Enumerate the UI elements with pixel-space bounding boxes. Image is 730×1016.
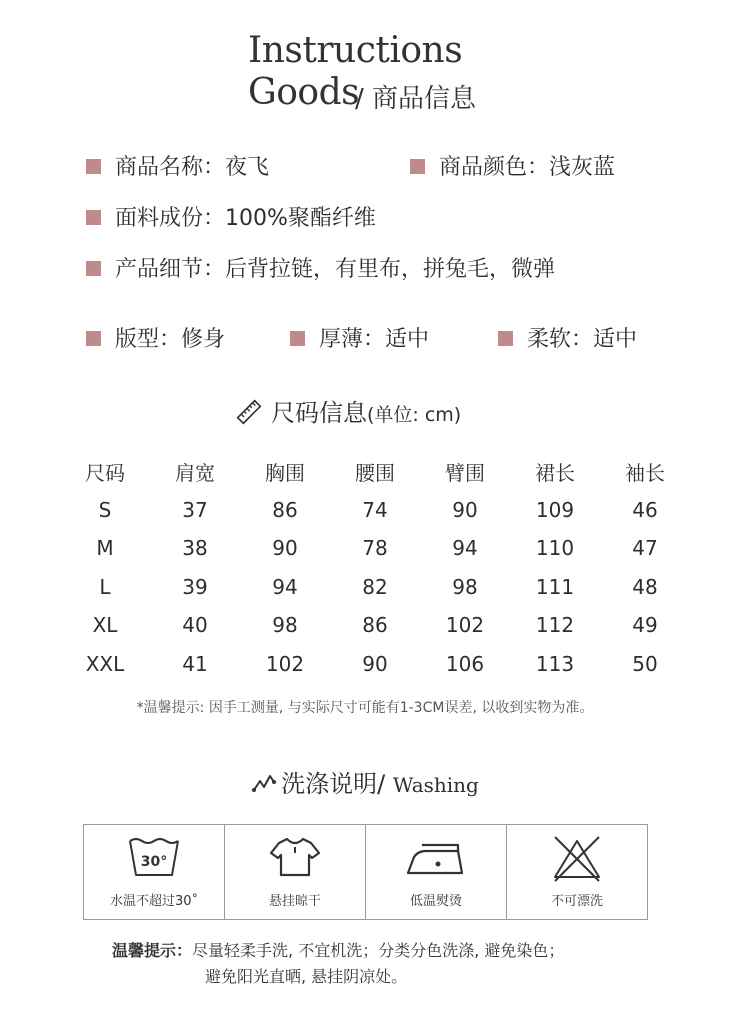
- size-table: [60, 452, 690, 683]
- hang-dry-icon: [265, 833, 325, 879]
- table-cell: M: [96, 536, 114, 561]
- info-fabric: [86, 201, 376, 232]
- table-row: [60, 529, 690, 568]
- table-row: [60, 606, 690, 645]
- care-tip-label: 温馨提示：: [112, 941, 193, 960]
- info-detail-text: 产品细节：后背拉链，有里布，拼兔毛，微弹: [115, 257, 556, 282]
- washing-instructions-grid: [83, 824, 648, 920]
- table-cell: 102: [445, 613, 485, 638]
- table-cell: 113: [535, 651, 575, 676]
- size-section-title: [235, 393, 461, 428]
- table-cell: XL: [92, 613, 118, 638]
- info-name: [86, 150, 269, 181]
- title-instructions: Instructions: [248, 30, 463, 71]
- table-cell: 82: [362, 574, 388, 599]
- header-cell: 胸围: [265, 460, 305, 485]
- table-cell: 47: [632, 536, 658, 561]
- ruler-icon: [235, 398, 263, 426]
- no-bleach-icon: [547, 833, 607, 883]
- wash-label: 悬挂晾干: [268, 894, 321, 909]
- wash-30-icon: [126, 833, 182, 879]
- table-cell: 38: [182, 536, 208, 561]
- table-row: [60, 645, 690, 684]
- table-cell: 74: [362, 497, 388, 522]
- table-cell: 39: [182, 574, 208, 599]
- table-cell: 46: [632, 497, 658, 522]
- table-cell: 86: [272, 497, 298, 522]
- info-fit-text: 版型：修身: [115, 327, 226, 352]
- table-cell: 48: [632, 574, 658, 599]
- info-fabric-text: 面料成份：100%聚酯纤维: [115, 206, 376, 231]
- table-cell: 86: [362, 613, 388, 638]
- info-color: [410, 150, 615, 181]
- size-table-header: [60, 452, 690, 491]
- header-cell: 肩宽: [175, 460, 215, 485]
- table-cell: 109: [535, 497, 575, 522]
- wash-item-temperature: [84, 825, 225, 919]
- wash-temp-badge: 30°: [140, 854, 168, 870]
- table-cell: 50: [632, 651, 658, 676]
- table-cell: 112: [535, 613, 575, 638]
- bullet-square-icon: [410, 159, 425, 174]
- wash-label: 低温熨烫: [409, 894, 462, 909]
- table-cell: XXL: [85, 651, 125, 676]
- info-softness: [498, 322, 637, 353]
- info-thickness: [290, 322, 429, 353]
- size-title-text: 尺码信息: [271, 399, 367, 427]
- header-cell: 袖长: [625, 460, 665, 485]
- care-tip: [112, 938, 564, 990]
- title-goods-cn: / 商品信息: [355, 84, 477, 114]
- wash-label: 水温不超过30˚: [109, 894, 199, 909]
- table-row: [60, 491, 690, 530]
- table-cell: 90: [362, 651, 388, 676]
- table-cell: S: [98, 497, 112, 522]
- table-cell: 94: [452, 536, 478, 561]
- header-cell: 裙长: [535, 460, 575, 485]
- header-cell: 臂围: [445, 460, 485, 485]
- care-tip-line1: 尽量轻柔手洗, 不宜机洗；分类分色洗涤, 避免染色；: [192, 941, 565, 960]
- info-name-text: 商品名称：夜飞: [115, 155, 270, 180]
- table-row: [60, 568, 690, 607]
- info-fit: [86, 322, 225, 353]
- info-thickness-text: 厚薄：适中: [319, 327, 430, 352]
- bullet-square-icon: [290, 331, 305, 346]
- table-cell: 49: [632, 613, 658, 638]
- wash-label: 不可漂洗: [550, 894, 603, 909]
- care-tip-line2: 避免阳光直晒, 悬挂阴凉处。: [205, 967, 408, 986]
- washing-section-title: [0, 764, 730, 799]
- title-goods: Goods: [248, 72, 360, 113]
- bullet-square-icon: [498, 331, 513, 346]
- table-cell: L: [99, 574, 111, 599]
- wash-item-iron: [366, 825, 507, 919]
- table-cell: 102: [265, 651, 305, 676]
- table-cell: 94: [272, 574, 298, 599]
- bullet-square-icon: [86, 331, 101, 346]
- bullet-square-icon: [86, 159, 101, 174]
- table-cell: 90: [452, 497, 478, 522]
- measurement-note: *温馨提示: 因手工测量, 与实际尺寸可能有1-3CM误差, 以收到实物为准。: [136, 700, 594, 716]
- table-cell: 40: [182, 613, 208, 638]
- wash-item-no-bleach: [507, 825, 647, 919]
- table-cell: 98: [452, 574, 478, 599]
- table-cell: 41: [182, 651, 208, 676]
- info-color-text: 商品颜色：浅灰蓝: [439, 155, 616, 180]
- header-cell: 腰围: [355, 460, 395, 485]
- wash-item-hang-dry: [225, 825, 366, 919]
- table-cell: 78: [362, 536, 388, 561]
- washing-title-cn: 洗涤说明/: [281, 770, 386, 798]
- header-cell: 尺码: [85, 460, 125, 485]
- low-iron-icon: [404, 833, 468, 879]
- info-detail: [86, 252, 555, 283]
- table-cell: 37: [182, 497, 208, 522]
- size-unit-text: (单位: cm): [367, 404, 462, 426]
- table-cell: 106: [445, 651, 485, 676]
- info-softness-text: 柔软：适中: [527, 327, 638, 352]
- washing-title-en: Washing: [392, 773, 479, 797]
- table-cell: 98: [272, 613, 298, 638]
- squiggle-icon: [251, 770, 277, 796]
- bullet-square-icon: [86, 261, 101, 276]
- table-cell: 90: [272, 536, 298, 561]
- table-cell: 110: [535, 536, 575, 561]
- table-cell: 111: [535, 574, 575, 599]
- bullet-square-icon: [86, 210, 101, 225]
